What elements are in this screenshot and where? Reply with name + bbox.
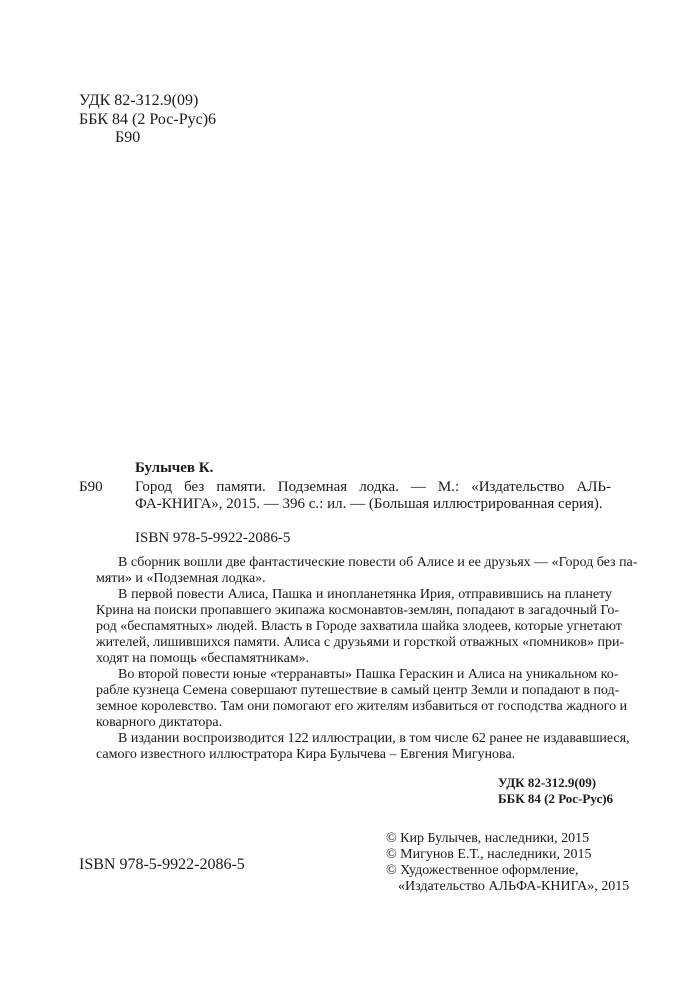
classification-bbk: ББК 84 (2 Рос-Рус)6 bbox=[498, 791, 614, 806]
copyright-line: «Издательство АЛЬФА-КНИГА», 2015 bbox=[398, 879, 630, 894]
entry-title-line: Город без памяти. Подземная лодка. — М.: «Издательство АЛЬ- bbox=[135, 479, 611, 495]
entry-title bbox=[135, 479, 611, 513]
annotation-line: ходят на помощь «беспамятникам». bbox=[96, 651, 310, 666]
classification-udk: УДК 82-312.9(09) bbox=[498, 775, 597, 790]
footer-isbn: ISBN 978-5-9922-2086-5 bbox=[79, 856, 245, 873]
copyright-line: © Кир Булычев, наследники, 2015 bbox=[386, 831, 590, 846]
annotation-line: В первой повести Алиса, Пашка и инопланетянка Ирия, отправившись на планету bbox=[118, 587, 612, 602]
annotation-paragraph bbox=[96, 731, 630, 763]
copyright-line: © Художественное оформление, bbox=[386, 863, 579, 878]
header-udk: УДК 82-312.9(09) bbox=[79, 92, 199, 109]
entry-code: Б90 bbox=[79, 479, 103, 495]
annotation-line: рабле кузнеца Семена совершают путешествие в самый центр Земли и попадают в под- bbox=[96, 683, 620, 698]
annotation-line: мяти» и «Подземная лодка». bbox=[96, 571, 266, 586]
annotation-line: В сборник вошли две фантастические повести об Алисе и ее друзьях — «Город без па- bbox=[118, 555, 638, 570]
annotation-line: Во второй повести юные «терранавты» Пашка Гераскин и Алиса на уникальном ко- bbox=[118, 667, 619, 682]
annotation-paragraph bbox=[96, 555, 638, 587]
copyright-block bbox=[386, 831, 629, 895]
header-code: Б90 bbox=[115, 129, 141, 146]
annotation-line: самого известного иллюстратора Кира Булычева – Евгения Мигунова. bbox=[96, 747, 516, 762]
header-bbk: ББК 84 (2 Рос-Рус)6 bbox=[79, 111, 217, 128]
annotation-paragraph bbox=[96, 587, 625, 667]
annotation bbox=[96, 555, 638, 763]
annotation-line: коварного диктатора. bbox=[96, 715, 223, 730]
entry-author: Булычев К. bbox=[135, 460, 214, 476]
entry-isbn: ISBN 978-5-9922-2086-5 bbox=[135, 530, 291, 546]
annotation-line: род «беспамятных» людей. Власть в Городе захватила шайка злодеев, которые угнетают bbox=[96, 619, 622, 634]
annotation-paragraph bbox=[96, 667, 628, 731]
entry-title-line: ФА-КНИГА», 2015. — 396 с.: ил. — (Большая иллюстрированная серия). bbox=[135, 496, 603, 512]
copyright-line: © Мигунов Е.Т., наследники, 2015 bbox=[386, 847, 592, 862]
annotation-line: жителей, лишившихся памяти. Алиса с друзьями и горсткой отважных «помников» при- bbox=[96, 635, 625, 650]
annotation-line: В издании воспроизводится 122 иллюстрации, в том числе 62 ранее не издававшиеся, bbox=[118, 731, 630, 746]
annotation-line: земное королевство. Там они помогают его жителям избавиться от господства жадного и bbox=[96, 699, 628, 714]
annotation-line: Крина на поиски пропавшего экипажа космонавтов-землян, попадают в загадочный Го- bbox=[96, 603, 619, 618]
